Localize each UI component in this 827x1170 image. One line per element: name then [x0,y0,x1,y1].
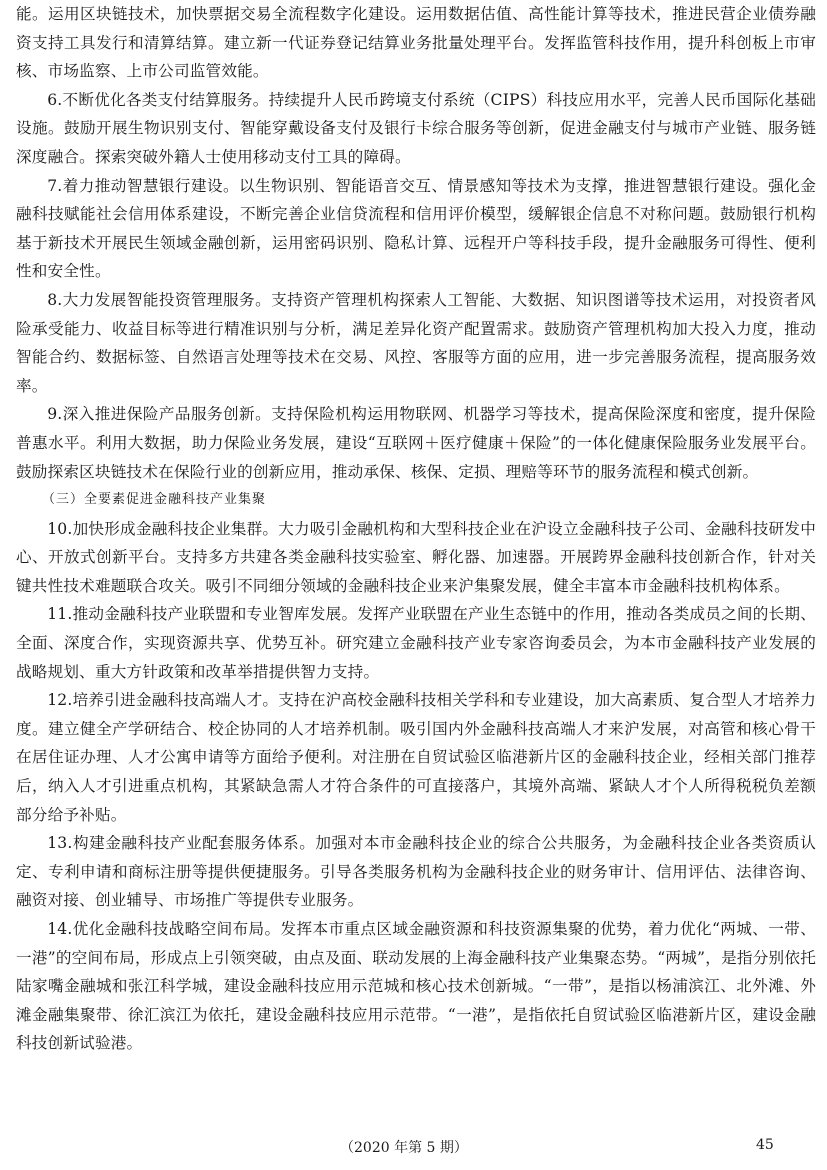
section-heading: （三）全要素促进金融科技产业集聚 [42,492,267,508]
page-number: 45 [756,1137,774,1153]
page-footer [0,1133,827,1161]
paragraph-item-7: 7.着力推动智慧银行建设。以生物识别、智能语音交互、情景感知等技术为支撑，推进智慧银行建设。强化金融科技赋能社会信用体系建设，不断完善企业信贷流程和信用评价模型，缓解银企信息不对称问题。鼓励银行机构基于新技术开展民生领域金融创新，运用密码识别、隐私计算、远程开户等科技手段，提升金融服务可得性、便利性和安全性。 [16,176,816,281]
paragraph-item-6: 6.不断优化各类支付结算服务。持续提升人民币跨境支付系统（CIPS）科技应用水平，完善人民币国际化基础设施。鼓励开展生物识别支付、智能穿戴设备支付及银行卡综合服务等创新，促进金融支付与城市产业链、服务链深度融合。探索突破外籍人士使用移动支付工具的障碍。 [16,90,816,166]
paragraph-item-9: 9.深入推进保险产品服务创新。支持保险机构运用物联网、机器学习等技术，提高保险深度和密度，提升保险普惠水平。利用大数据，助力保险业务发展，建设“互联网＋医疗健康＋保险”的一体化健康保险服务业发展平台。鼓励探索区块链技术在保险行业的创新应用，推动承保、核保、定损、理赔等环节的服务流程和模式创新。 [16,405,816,481]
paragraph-item-11: 11.推动金融科技产业联盟和专业智库发展。发挥产业联盟在产业生态链中的作用，推动各类成员之间的长期、全面、深度合作，实现资源共享、优势互补。研究建立金融科技产业专家咨询委员会，为本市金融科技产业发展的战略规划、重大方针政策和改革举措提供智力支持。 [16,605,816,681]
paragraph-item-10: 10.加快形成金融科技企业集群。大力吸引金融机构和大型科技企业在沪设立金融科技子公司、金融科技研发中心、开放式创新平台。支持多方共建各类金融科技实验室、孵化器、加速器。开展跨界金融科技创新合作，针对关键共性技术难题联合攻关。吸引不同细分领域的金融科技企业来沪集聚发展，健全丰富本市金融科技机构体系。 [16,519,816,595]
paragraph-item-8: 8.大力发展智能投资管理服务。支持资产管理机构探索人工智能、大数据、知识图谱等技术运用，对投资者风险承受能力、收益目标等进行精准识别与分析，满足差异化资产配置需求。鼓励资产管理机构加大投入力度，推动智能合约、数据标签、自然语言处理等技术在交易、风控、客服等方面的应用，进一步完善服务流程，提高服务效率。 [16,290,816,395]
document-page [16,0,816,1058]
paragraph-item-13: 13.构建金融科技产业配套服务体系。加强对本市金融科技企业的综合公共服务，为金融科技企业各类资质认定、专利申请和商标注册等提供便捷服务。引导各类服务机构为金融科技企业的财务审计、信用评估、法律咨询、融资对接、创业辅导、市场推广等提供专业服务。 [16,834,816,910]
paragraph-item-12: 12.培养引进金融科技高端人才。支持在沪高校金融科技相关学科和专业建设，加大高素质、复合型人才培养力度。建立健全产学研结合、校企协同的人才培养机制。吸引国内外金融科技高端人才来沪发展，对高管和核心骨干在居住证办理、人才公寓申请等方面给予便利。对注册在自贸试验区临港新片区的金融科技企业，经相关部门推荐后，纳入人才引进重点机构，其紧缺急需人才符合条件的可直接落户，其境外高端、紧缺人才个人所得税税负差额部分给予补贴。 [16,691,816,824]
paragraph-continued: 能。运用区块链技术，加快票据交易全流程数字化建设。运用数据估值、高性能计算等技术，推进民营企业债券融资支持工具发行和清算结算。建立新一代证券登记结算业务批量处理平台。发挥监管科技作用，提升科创板上市审核、市场监察、上市公司监管效能。 [16,5,816,81]
paragraph-item-14: 14.优化金融科技战略空间布局。发挥本市重点区域金融资源和科技资源集聚的优势，着力优化“两城、一带、一港”的空间布局，形成点上引领突破，由点及面、联动发展的上海金融科技产业集聚态势。“两城”，是指分别依托陆家嘴金融城和张江科学城，建设金融科技应用示范城和核心技术创新城。“一带”，是指以杨浦滨江、北外滩、外滩金融集聚带、徐汇滨江为依托，建设金融科技应用示范带。“一港”，是指依托自贸试验区临港新片区，建设金融科技创新试验港。 [16,920,816,1053]
issue-label: （2020 年第 5 期） [340,1140,468,1156]
